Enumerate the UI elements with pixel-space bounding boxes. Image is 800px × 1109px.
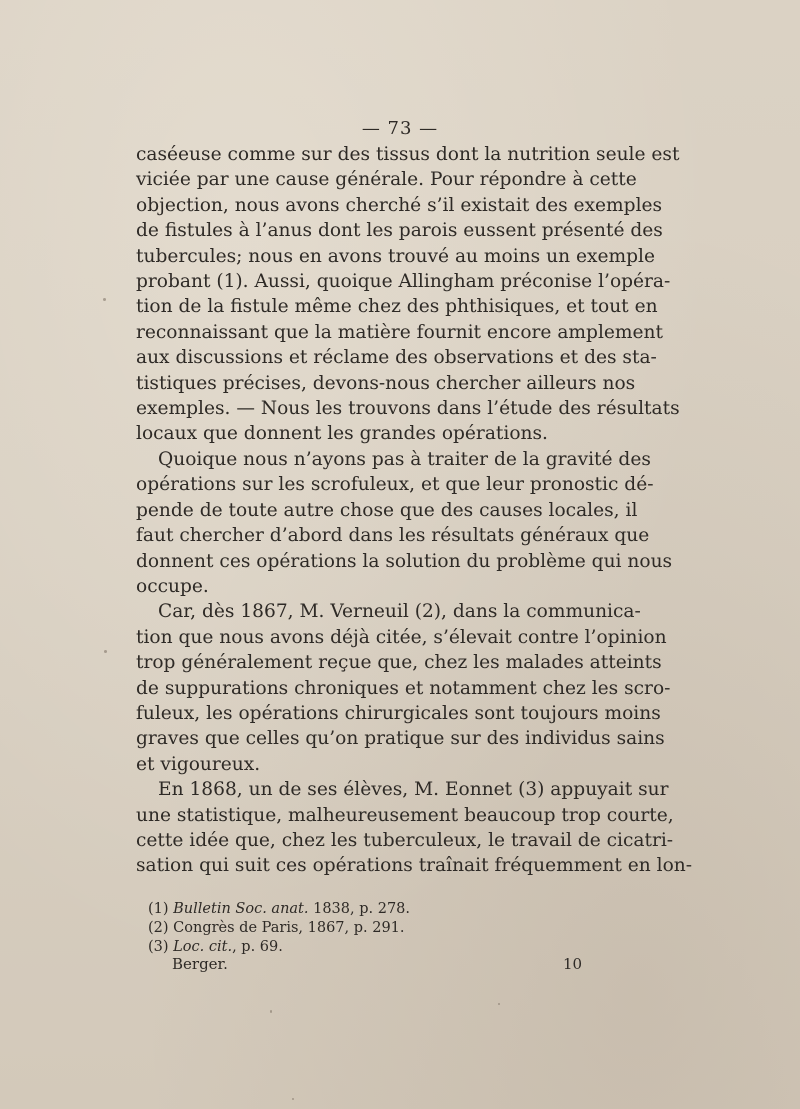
footnote-reference: , p. 69. (232, 939, 283, 955)
text-line: pende de toute autre chose que des causes locales, il (136, 499, 638, 521)
text-line: locaux que donnent les grandes opérations. (136, 423, 548, 445)
text-line: occupe. (136, 575, 209, 597)
footnote-mark: (1) (148, 901, 169, 917)
text-line: de suppurations chroniques et notamment chez les scro- (136, 677, 671, 699)
text-line: exemples. — Nous les trouvons dans l’étude des résultats (136, 398, 680, 420)
paper-speck (103, 298, 106, 301)
text-line: tion de la fistule même chez des phthisiques, et tout en (136, 296, 658, 318)
text-line: donnent ces opérations la solution du problème qui nous (136, 550, 673, 572)
text-line: Quoique nous n’ayons pas à traiter de la gravité des (158, 448, 651, 470)
text-line: tubercules; nous en avons trouvé au moins un exemple (136, 245, 655, 267)
text-line: Car, dès 1867, M. Verneuil (2), dans la communica- (158, 601, 641, 623)
text-line: sation qui suit ces opérations traînait fréquemment en lon- (136, 855, 693, 877)
text-line: cette idée que, chez les tuberculeux, le travail de cicatri- (136, 829, 674, 851)
paper-speck (270, 1010, 272, 1013)
text-line: graves que celles qu’on pratique sur des individus sains (136, 728, 665, 750)
text-line: caséeuse comme sur des tissus dont la nutrition seule est (136, 144, 680, 165)
text-line: tion que nous avons déjà citée, s’élevait contre l’opinion (136, 626, 667, 648)
signature-mark: Berger. (172, 955, 228, 973)
text-line: faut chercher d’abord dans les résultats généraux que (136, 525, 650, 547)
footnote-mark: (2) (148, 920, 169, 936)
body-text (136, 142, 693, 879)
text-line: En 1868, un de ses élèves, M. Eonnet (3) appuyait sur (158, 779, 669, 801)
footnote (148, 900, 588, 919)
text-line: de fistules à l’anus dont les parois eussent présenté des (136, 220, 663, 242)
text-line: reconnaissant que la matière fournit encore amplement (136, 321, 663, 343)
paper-speck (292, 1098, 294, 1100)
footnote-reference: Congrès de Paris, 1867, p. 291. (173, 920, 405, 936)
text-line: une statistique, malheureusement beaucoup trop courte, (136, 804, 674, 826)
footnote-source: Loc. cit. (173, 939, 233, 955)
text-line: et vigoureux. (136, 753, 261, 775)
text-line: probant (1). Aussi, quoique Allingham préconise l’opéra- (136, 271, 671, 293)
paper-speck (498, 1003, 500, 1005)
text-line: objection, nous avons cherché s’il existait des exemples (136, 194, 663, 216)
text-line: viciée par une cause générale. Pour répondre à cette (136, 169, 637, 191)
text-line: trop généralement reçue que, chez les malades atteints (136, 652, 662, 674)
sheet-number: 10 (563, 955, 583, 973)
text-line: tistiques précises, devons-nous chercher ailleurs nos (136, 372, 636, 394)
footnote-source: Bulletin Soc. anat. (173, 901, 309, 917)
footnote-reference: 1838, p. 278. (308, 901, 411, 917)
page-number: — 73 — (361, 118, 439, 139)
text-line: aux discussions et réclame des observations et des sta- (136, 347, 657, 369)
text-line: opérations sur les scrofuleux, et que leur pronostic dé- (136, 474, 654, 496)
footnotes (148, 900, 588, 957)
footnote (148, 919, 588, 938)
footnote-mark: (3) (148, 939, 169, 955)
text-line: fuleux, les opérations chirurgicales sont toujours moins (136, 702, 661, 724)
paper-speck (104, 650, 107, 653)
